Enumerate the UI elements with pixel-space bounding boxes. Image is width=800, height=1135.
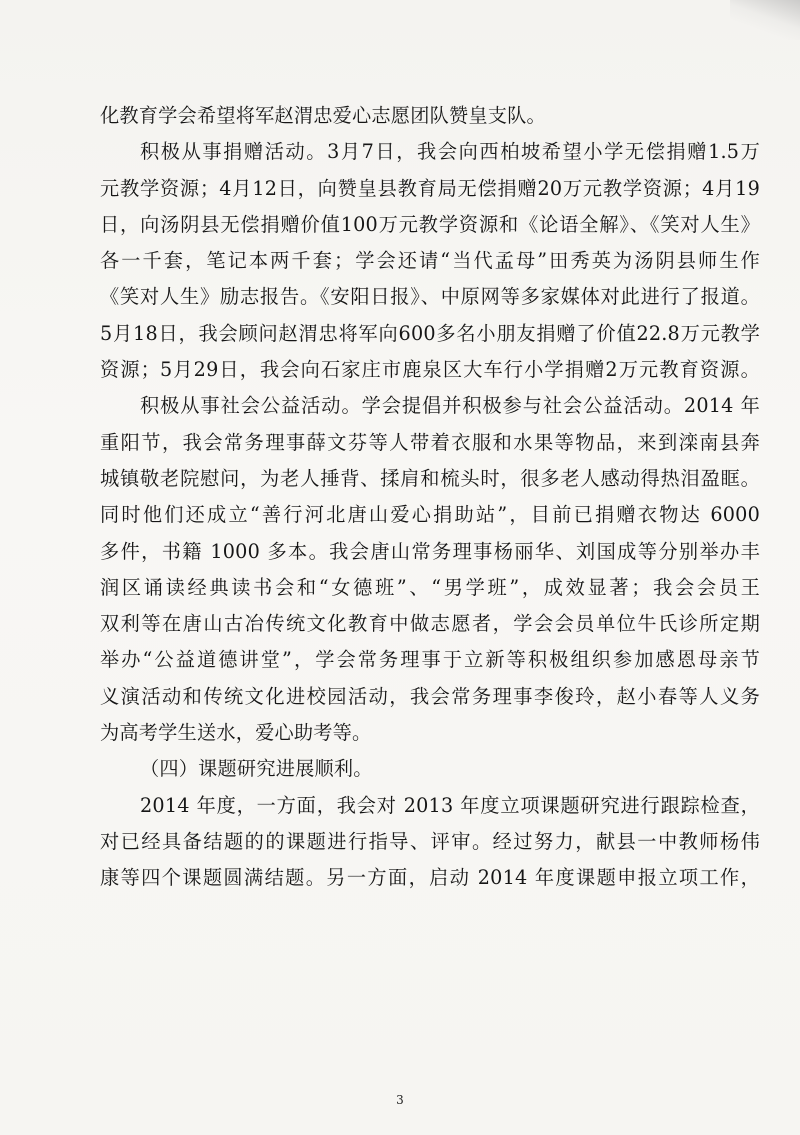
text-line: 同时他们还成立“善行河北唐山爱心捐助站”，目前已捐赠衣物达 6000 <box>100 503 760 527</box>
text-line: 化教育学会希望将军赵渭忠爱心志愿团队赞皇支队。 <box>100 104 546 127</box>
text-line: 康等四个课题圆满结题。另一方面，启动 2014 年度课题申报立项工作， <box>100 866 760 890</box>
text-line: 双利等在唐山古冶传统文化教育中做志愿者，学会会员单位牛氏诊所定期 <box>100 612 760 636</box>
text-line: 为高考学生送水，爱心助考等。 <box>100 721 372 745</box>
text-line: 润区诵读经典读书会和“女德班”、“男学班”，成效显著；我会会员王 <box>100 575 760 599</box>
text-line: 元教学资源；4月12日，向赞皇县教育局无偿捐赠20万元教学资源；4月19 <box>100 176 760 200</box>
page-corner-shadow <box>730 0 800 40</box>
text-line: 重阳节，我会常务理事薛文芬等人带着衣服和水果等物品，来到滦南县奔 <box>100 430 760 454</box>
text-line: 城镇敬老院慰问，为老人捶背、揉肩和梳头时，很多老人感动得热泪盈眶。 <box>100 466 760 490</box>
text-line: 日，向汤阴县无偿捐赠价值100万元教学资源和《论语全解》、《笑对人生》 <box>100 212 760 236</box>
text-line: 举办“公益道德讲堂”，学会常务理事于立新等积极组织参加感恩母亲节 <box>100 648 760 672</box>
text-line: 资源；5月29日，我会向石家庄市鹿泉区大车行小学捐赠2万元教育资源。 <box>100 358 760 382</box>
body-text <box>100 98 760 897</box>
text-line: 《笑对人生》励志报告。《安阳日报》、中原网等多家媒体对此进行了报道。 <box>100 285 760 309</box>
text-line: 积极从事捐赠活动。3月7日，我会向西柏坡希望小学无偿捐赠1.5万 <box>140 140 760 164</box>
text-line: （四）课题研究进展顺利。 <box>140 757 373 781</box>
text-line: 5月18日，我会顾问赵渭忠将军向600多名小朋友捐赠了价值22.8万元教学 <box>100 321 760 345</box>
text-line: 积极从事社会公益活动。学会提倡并积极参与社会公益活动。2014 年 <box>140 394 760 418</box>
text-line: 对已经具备结题的的课题进行指导、评审。经过努力，献县一中教师杨伟 <box>100 829 760 853</box>
page-number: 3 <box>396 1093 404 1107</box>
text-line: 2014 年度，一方面，我会对 2013 年度立项课题研究进行跟踪检查， <box>140 793 760 817</box>
text-line: 义演活动和传统文化进校园活动，我会常务理事李俊玲，赵小春等人义务 <box>100 684 760 708</box>
text-line: 各一千套，笔记本两千套；学会还请“当代孟母”田秀英为汤阴县师生作 <box>100 249 760 273</box>
text-line: 多件，书籍 1000 多本。我会唐山常务理事杨丽华、刘国成等分别举办丰 <box>100 539 760 563</box>
